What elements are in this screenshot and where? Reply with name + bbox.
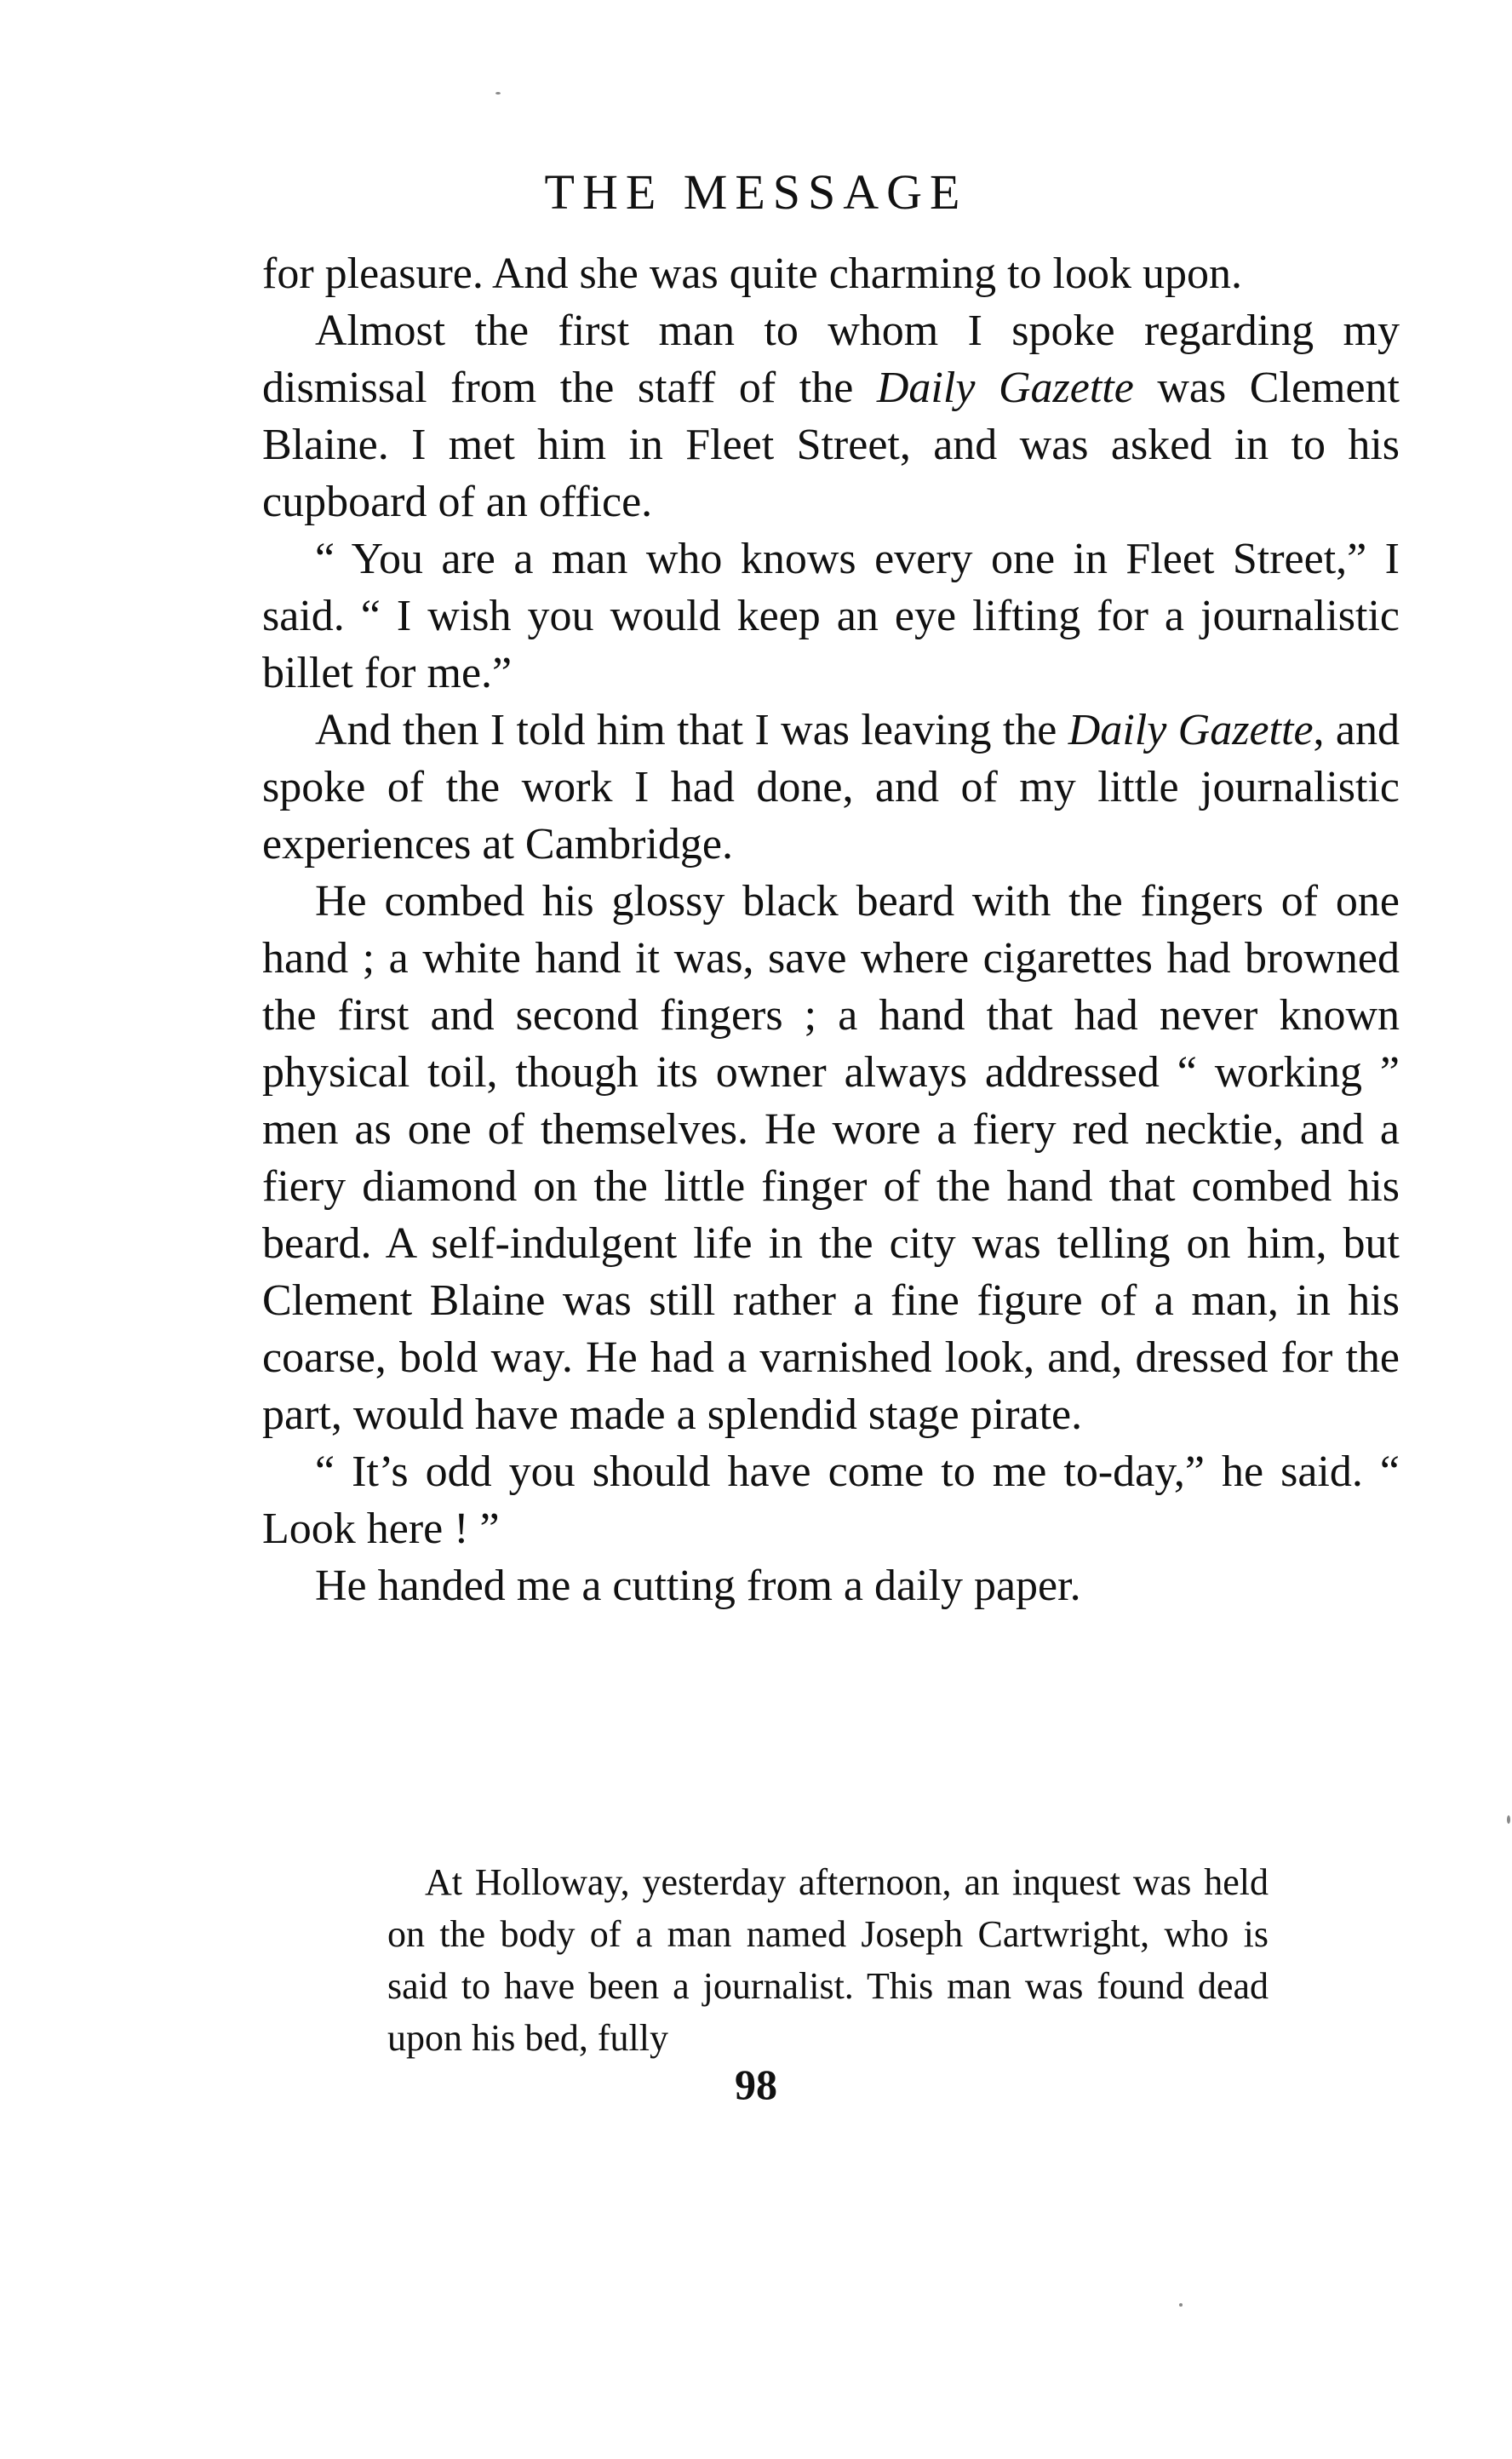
italic-title: Daily Gazette xyxy=(1068,706,1314,754)
text-run: He combed his glossy black beard with the fingers of one hand ; a white hand it was, save where cigarettes had browned the first and second fingers ; a hand that had never known physical toil, though its owner always addressed “ working ” men as one of themselves. He wore a fiery red necktie, and a fiery diamond on the little finger of the hand that combed his beard. A self-indulgent life in the city was telling on him, but Clement Blaine was still rather a fine figure of a man, in his coarse, bold way. He had a varnished look, and, dressed for the part, would have made a splendid stage pirate. xyxy=(262,877,1400,1439)
body-paragraph xyxy=(262,702,1400,873)
body-paragraph xyxy=(262,1443,1400,1557)
text-run: He handed me a cutting from a daily paper. xyxy=(315,1562,1081,1610)
body-paragraph xyxy=(262,302,1400,530)
body-text xyxy=(262,245,1400,1614)
page-number: 98 xyxy=(735,2061,777,2108)
text-run: Almost the first man to whom I spoke regarding my dismissal from the staff of the xyxy=(262,307,1400,412)
newspaper-cutting xyxy=(387,1856,1269,2064)
text-run: for pleasure. And she was quite charming to look upon. xyxy=(262,249,1242,298)
scan-speck xyxy=(495,92,501,95)
body-paragraph xyxy=(262,873,1400,1443)
text-run: , and spoke of the work I had done, and of my little journalistic experiences at Cambridge. xyxy=(262,706,1400,868)
body-paragraph xyxy=(262,530,1400,702)
cutting-paragraph: At Holloway, yesterday afternoon, an inquest was held on the body of a man named Joseph Cartwright, who is said to have been a journalist. This man was found dead upon his bed, fully xyxy=(387,1861,1269,2059)
running-head: THE MESSAGE xyxy=(544,164,968,220)
scan-speck xyxy=(1179,2303,1183,2307)
text-run: was Clement Blaine. I met him in Fleet Street, and was asked in to his cupboard of an office. xyxy=(262,364,1400,526)
text-run: And then I told him that I was leaving the xyxy=(315,706,1068,754)
scan-speck xyxy=(1507,1815,1510,1824)
text-run: “ It’s odd you should have come to me to-day,” he said. “ Look here ! ” xyxy=(262,1447,1400,1553)
body-paragraph xyxy=(262,1557,1400,1614)
text-run: “ You are a man who knows every one in Fleet Street,” I said. “ I wish you would keep an eye lifting for a journalistic billet for me.” xyxy=(262,535,1400,697)
italic-title: Daily Gazette xyxy=(876,364,1134,412)
body-paragraph xyxy=(262,245,1400,302)
